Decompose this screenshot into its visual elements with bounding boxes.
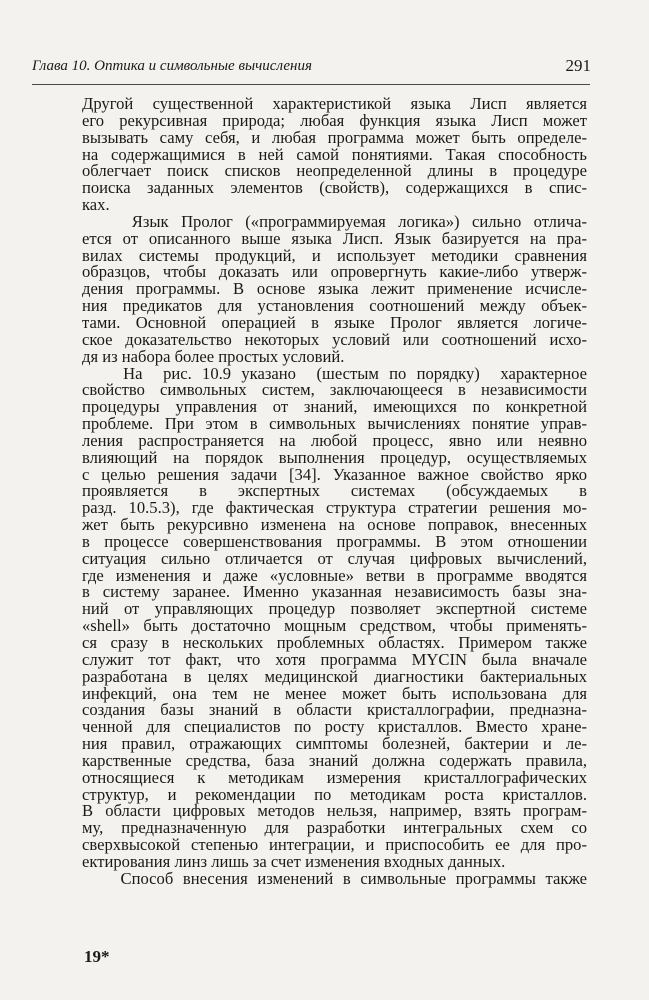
- text-line: относящиеся к методикам измерения кристаллографических: [82, 767, 587, 787]
- text-line: вызывать саму себя, и любая программа может быть определе-: [82, 127, 587, 147]
- text-line: в систему заранее. Именно указанная независимость базы зна-: [82, 582, 587, 602]
- text-line: влияющий на порядок выполнения процедур, осуществляемых: [82, 447, 587, 467]
- page-number: 291: [565, 56, 591, 75]
- text-line: жет быть рекурсивно изменена на основе поправок, внесенных: [82, 515, 587, 535]
- text-line: ния предикатов для установления соотношений между объек-: [82, 296, 587, 316]
- text-line: ся сразу в нескольких проблемных областях. Примером также: [82, 633, 587, 652]
- text-line: вилах системы продукций, и использует методики сравнения: [82, 245, 587, 265]
- text-line: «shell» быть достаточно мощным средством, чтобы применять-: [82, 616, 587, 636]
- text-line: облегчает поиск списков неопределенной длины в процедуре: [82, 161, 587, 181]
- text-line: Язык Пролог («программируемая логика») сильно отлича-: [82, 211, 587, 231]
- text-line: Способ внесения изменений в символьные программы также: [82, 868, 587, 888]
- text-line: На рис. 10.9 указано (шестым по порядку) характерное: [82, 363, 587, 383]
- text-line: проявляется в экспертных системах (обсуждаемых в: [82, 481, 587, 501]
- text-line: ках.: [82, 195, 110, 215]
- text-line: Другой существенной характеристикой языка Лисп является: [82, 94, 587, 113]
- text-line: дения программы. В основе языка лежит применение исчисле-: [82, 279, 587, 299]
- text-line: ченной для специалистов по росту кристаллов. Вместо хране-: [82, 717, 587, 737]
- text-line: разработана в целях медицинской диагностики бактериальных: [82, 666, 587, 686]
- signature-mark: 19*: [84, 947, 110, 966]
- header-rule: [32, 84, 590, 85]
- text-line: создания базы знаний в области кристаллографии, предназна-: [82, 700, 587, 720]
- text-line: проблеме. При этом в символьных вычислениях понятие управ-: [82, 414, 587, 434]
- text-line: на содержащимися в ней самой понятиями. Такая способность: [82, 144, 587, 164]
- text-line: инфекций, она тем не менее может быть использована для: [82, 683, 587, 703]
- text-line: ектирования линз лишь за счет изменения входных данных.: [82, 851, 506, 871]
- text-line: тами. Основной операцией в языке Пролог является логиче-: [82, 312, 587, 332]
- text-line: в процессе совершенствования программы. В этом отношении: [82, 531, 587, 551]
- text-line: где изменения и даже «условные» ветви в программе вводятся: [82, 565, 587, 585]
- text-line: ний от управляющих процедур позволяет экспертной системе: [82, 599, 587, 619]
- text-line: поиска заданных элементов (свойств), содержащихся в спис-: [82, 178, 587, 198]
- text-line: ется от описанного выше языка Лисп. Язык базируется на пра-: [82, 228, 587, 248]
- text-line: служит тот факт, что хотя программа MYCIN была вначале: [82, 649, 587, 669]
- text-line: В области цифровых методов нельзя, например, взять програм-: [82, 801, 587, 821]
- text-line: ния правил, отражающих симптомы болезней, бактерии и ле-: [82, 734, 587, 754]
- text-line: ское доказательство некоторых условий или соотношений исхо-: [82, 329, 587, 349]
- running-title: Глава 10. Оптика и символьные вычисления: [32, 58, 312, 74]
- text-line: структур, и рекомендации по методикам роста кристаллов.: [82, 784, 587, 804]
- text-line: его рекурсивная природа; любая функция языка Лисп может: [82, 110, 587, 130]
- text-line: ления распространяется на любой процесс, явно или неявно: [82, 430, 587, 450]
- text-line: разд. 10.5.3), где фактическая структура стратегии решения мо-: [82, 498, 587, 518]
- text-line: карственные средства, база знаний должна содержать правила,: [82, 750, 587, 770]
- text-line: процедуры управления от знаний, имеющихся по конкретной: [82, 397, 587, 417]
- text-line: дя из набора более простых условий.: [82, 346, 345, 366]
- body-text: [82, 96, 587, 888]
- text-line: свойство символьных систем, заключающееся в независимости: [82, 380, 587, 400]
- text-line: с целью решения задачи [34]. Указанное важное свойство ярко: [82, 464, 587, 484]
- text-line: сверхвысокой степенью интеграции, и приспособить ее для про-: [82, 835, 587, 855]
- text-line: образцов, чтобы доказать или опровергнуть какие-либо утверж-: [82, 262, 587, 282]
- text-line: ситуация сильно отличается от случая цифровых вычислений,: [82, 548, 587, 568]
- text-line: му, предназначенную для разработки интегральных схем со: [82, 818, 587, 838]
